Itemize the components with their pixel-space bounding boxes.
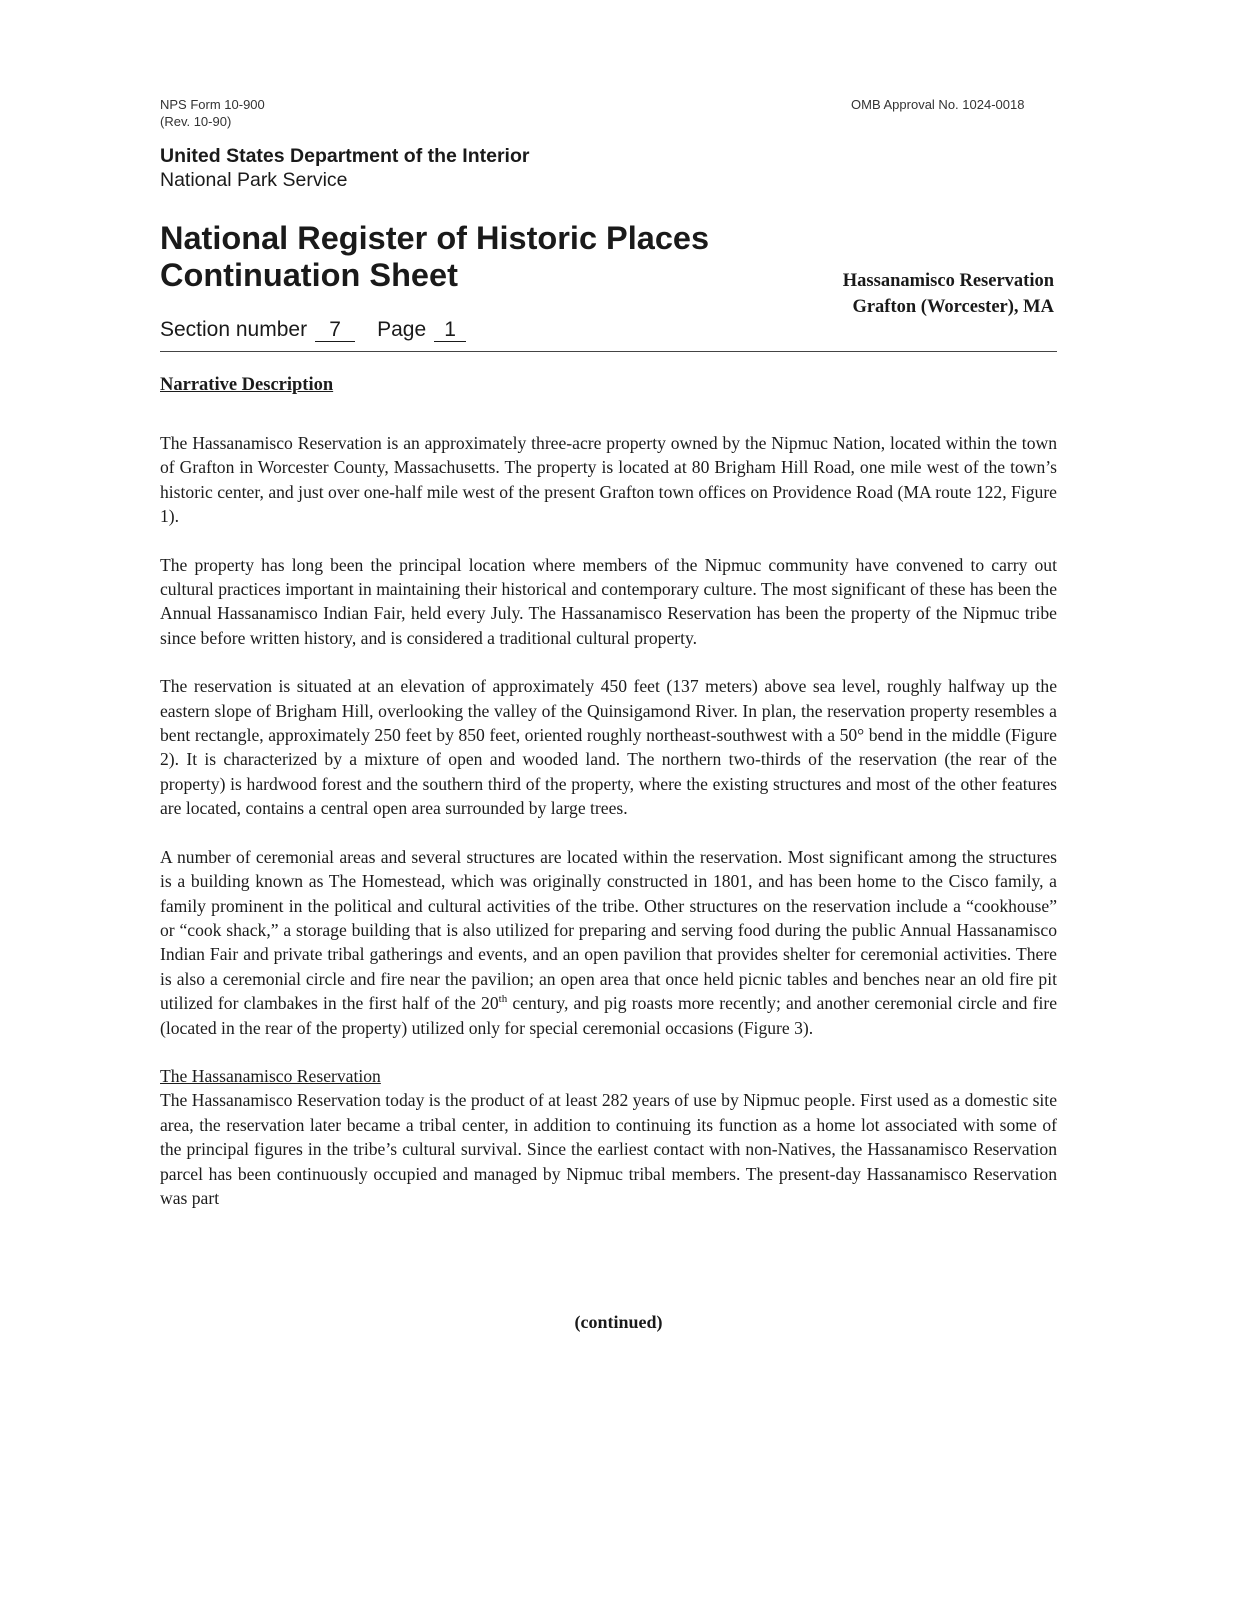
department-name: United States Department of the Interior <box>160 145 530 167</box>
agency-block <box>160 144 529 192</box>
section-label: Section number <box>160 318 308 341</box>
title-line-1: National Register of Historic Places <box>160 220 710 256</box>
agency-name: National Park Service <box>160 169 348 191</box>
paragraph-2: The property has long been the principal location where members of the Nipmuc community have convened to carry out cultural practices important in maintaining their historical and contemporary culture. The most significant of these has been the Annual Hassanamisco Indian Fair, held every July. The Hassanamisco Reservation has been the property of the Nipmuc tribe since before written history, and is considered a traditional cultural property. <box>160 554 1057 648</box>
subsection <box>160 1064 1057 1210</box>
header-divider <box>160 351 1057 352</box>
section-page-line <box>160 317 466 343</box>
property-name: Hassanamisco Reservation <box>842 271 1054 291</box>
continued-notice: (continued) <box>574 1312 663 1332</box>
subsection-heading: The Hassanamisco Reservation <box>160 1065 381 1086</box>
form-revision: (Rev. 10-90) <box>160 114 232 129</box>
superscript-th: th <box>498 993 508 1006</box>
property-location: Grafton (Worcester), MA <box>852 297 1054 317</box>
paragraph-4-text-b: century, and pig roasts more recently; and another ceremonial circle and fire (located in the rear of the property) utilized only for special ceremonial occasions (Figure 3). <box>160 993 1058 1038</box>
narrative-body <box>160 373 1057 1210</box>
section-number: 7 <box>315 319 355 342</box>
title-line-2: Continuation Sheet <box>160 257 458 293</box>
subsection-paragraph: The Hassanamisco Reservation today is the product of at least 282 years of use by Nipmuc people. First used as a domestic site area, the reservation later became a tribal center, in addition to continuing its function as a home lot associated with some of the principal figures in the tribe’s cultural survival. Since the earliest contact with non-Natives, the Hassanamisco Reservation parcel has been continuously occupied and managed by Nipmuc tribal members. The present-day Hassanamisco Reservation was part <box>160 1090 1057 1208</box>
paragraph-4-text-a: A number of ceremonial areas and several structures are located within the reservation. Most significant among the structures is a building known as The Homestead, which was originally constructed in 1801, and has been home to the Cisco family, a family prominent in the political and cultural activities of the tribe. Other structures on the reservation include a “cookhouse” or “cook shack,” a storage building that is also utilized for preparing and serving food during the public Annual Hassanamisco Indian Fair and private tribal gatherings and events, and an open pavilion that provides shelter for ceremonial activities. There is also a ceremonial circle and fire near the pavilion; an open area that once held picnic tables and benches near an old fire pit utilized for clambakes in the first half of the 20 <box>160 846 1057 1014</box>
omb-approval: OMB Approval No. 1024-0018 <box>851 97 1025 112</box>
paragraph-1: The Hassanamisco Reservation is an approximately three-acre property owned by the Nipmuc Nation, located within the town of Grafton in Worcester County, Massachusetts. The property is located at 80 Brigham Hill Road, one mile west of the town’s historic center, and just over one-half mile west of the present Grafton town offices on Providence Road (MA route 122, Figure 1). <box>160 433 1057 527</box>
form-number: NPS Form 10-900 <box>160 97 265 112</box>
form-identifier <box>160 96 265 130</box>
paragraph-3: The reservation is situated at an elevation of approximately 450 feet (137 meters) above sea level, roughly halfway up the eastern slope of Brigham Hill, overlooking the valley of the Quinsigamond River. In plan, the reservation property resembles a bent rectangle, approximately 250 feet by 850 feet, oriented roughly northeast-southwest with a 50° bend in the middle (Figure 2). It is characterized by a mixture of open and wooded land. The northern two-thirds of the reservation (the rear of the property) is hardwood forest and the southern third of the property, where the existing structures and most of the other features are located, contains a central open area surrounded by large trees. <box>160 676 1057 819</box>
property-identification <box>843 268 1054 320</box>
paragraph-4 <box>160 845 1057 1040</box>
page-title <box>160 220 709 294</box>
page-label: Page <box>377 318 427 341</box>
page-number: 1 <box>434 319 466 342</box>
narrative-heading: Narrative Description <box>160 375 334 395</box>
